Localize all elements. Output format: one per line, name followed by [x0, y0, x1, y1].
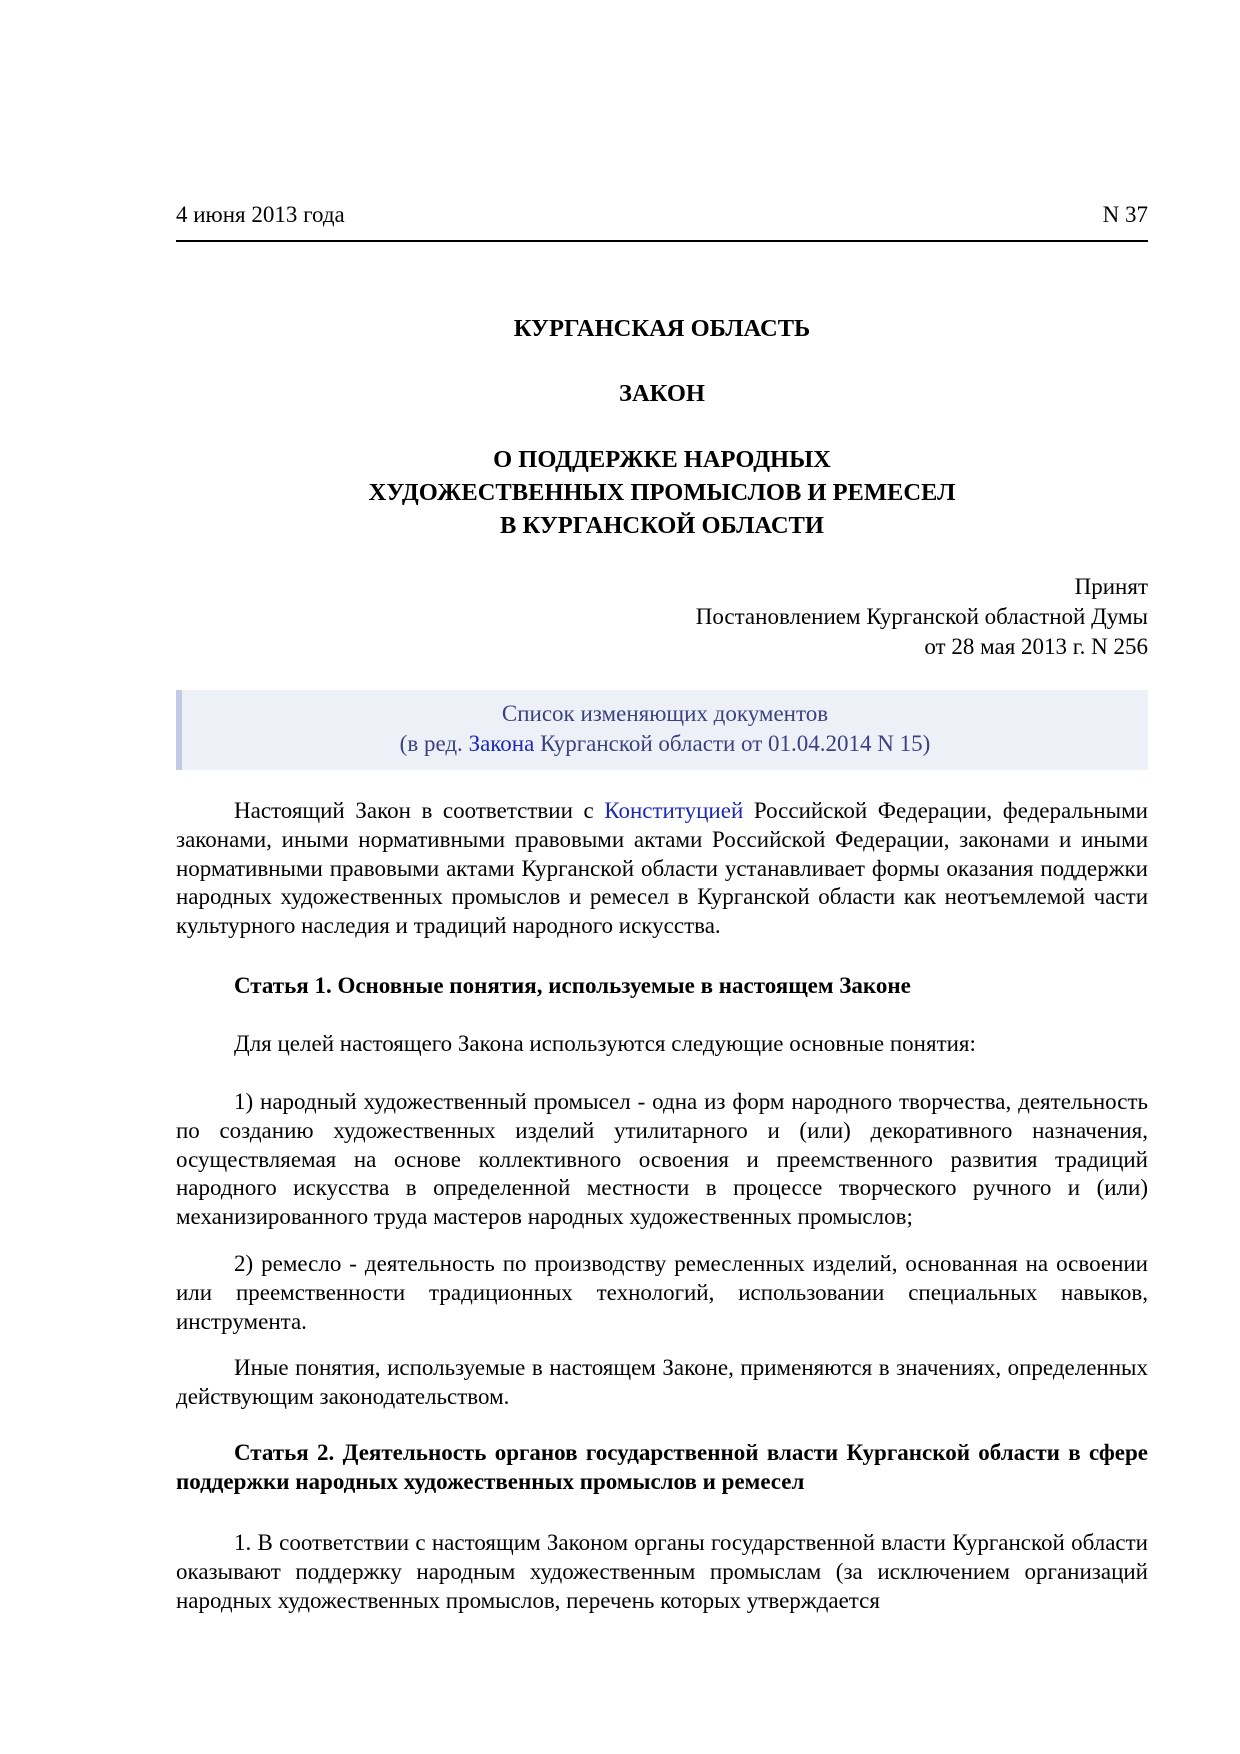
law-name-title [176, 443, 1148, 542]
amendments-entry [182, 729, 1148, 759]
law-date: 4 июня 2013 года [176, 202, 345, 227]
intro-text-start: Настоящий Закон в соответствии с [234, 798, 605, 823]
adoption-line: Принят [1074, 574, 1148, 599]
intro-text-end: Российской Федерации, федеральными законами, иными нормативными правовыми актами Российской Федерации, законами и иными нормативными правовыми актами Курганской области устанавливает формы оказания поддержки народных художественных промыслов и ремесел в Курганской области как неотъемлемой части культурного наследия и традиций народного искусства. [176, 798, 1148, 939]
constitution-link[interactable]: Конституцией [604, 798, 744, 823]
article-2-heading: Статья 2. Деятельность органов государственной власти Курганской области в сфере поддержки народных художественных промыслов и ремесел [176, 1440, 1148, 1494]
law-name-line: О ПОДДЕРЖКЕ НАРОДНЫХ [493, 446, 831, 473]
region-title: КУРГАНСКАЯ ОБЛАСТЬ [513, 315, 811, 342]
amendments-box [176, 690, 1148, 770]
law-number: N 37 [1102, 202, 1148, 227]
amendments-prefix: (в ред. [399, 731, 469, 756]
article-1-item-1: 1) народный художественный промысел - одна из форм народного творчества, деятельность по созданию художественных изделий утилитарного и (или) декоративного назначения, осуществляемая на основе коллективного освоения и преемственного развития традиций народного искусства в определенной местности в процессе творческого ручного и (или) механизированного труда мастеров народных художественных промыслов; [176, 1089, 1148, 1230]
amendments-suffix: Курганской области от 01.04.2014 N 15) [534, 731, 931, 756]
adoption-block [696, 572, 1148, 662]
law-name-line: В КУРГАНСКОЙ ОБЛАСТИ [500, 512, 824, 539]
article-1-other-terms: Иные понятия, используемые в настоящем Законе, применяются в значениях, определенных действующим законодательством. [176, 1355, 1148, 1409]
amending-law-link[interactable]: Закона [468, 731, 535, 756]
law-name-line: ХУДОЖЕСТВЕННЫХ ПРОМЫСЛОВ И РЕМЕСЕЛ [368, 479, 956, 506]
document-type-title: ЗАКОН [619, 380, 705, 407]
article-1-heading: Статья 1. Основные понятия, используемые в настоящем Законе [234, 973, 911, 998]
article-2-item-1: 1. В соответствии с настоящим Законом органы государственной власти Курганской области оказывают поддержку народным художественным промыслам (за исключением организаций народных художественных промыслов, перечень которых утверждается [176, 1530, 1148, 1613]
adoption-line: от 28 мая 2013 г. N 256 [924, 634, 1148, 659]
article-1-purpose: Для целей настоящего Закона используются следующие основные понятия: [234, 1031, 976, 1056]
article-1-item-2: 2) ремесло - деятельность по производству ремесленных изделий, основанная на освоении или преемственности традиционных технологий, использовании специальных навыков, инструмента. [176, 1251, 1148, 1334]
amendments-title: Список изменяющих документов [501, 701, 829, 726]
intro-paragraph [176, 797, 1148, 941]
document-header [176, 200, 1148, 242]
adoption-line: Постановлением Курганской областной Думы [695, 604, 1148, 629]
